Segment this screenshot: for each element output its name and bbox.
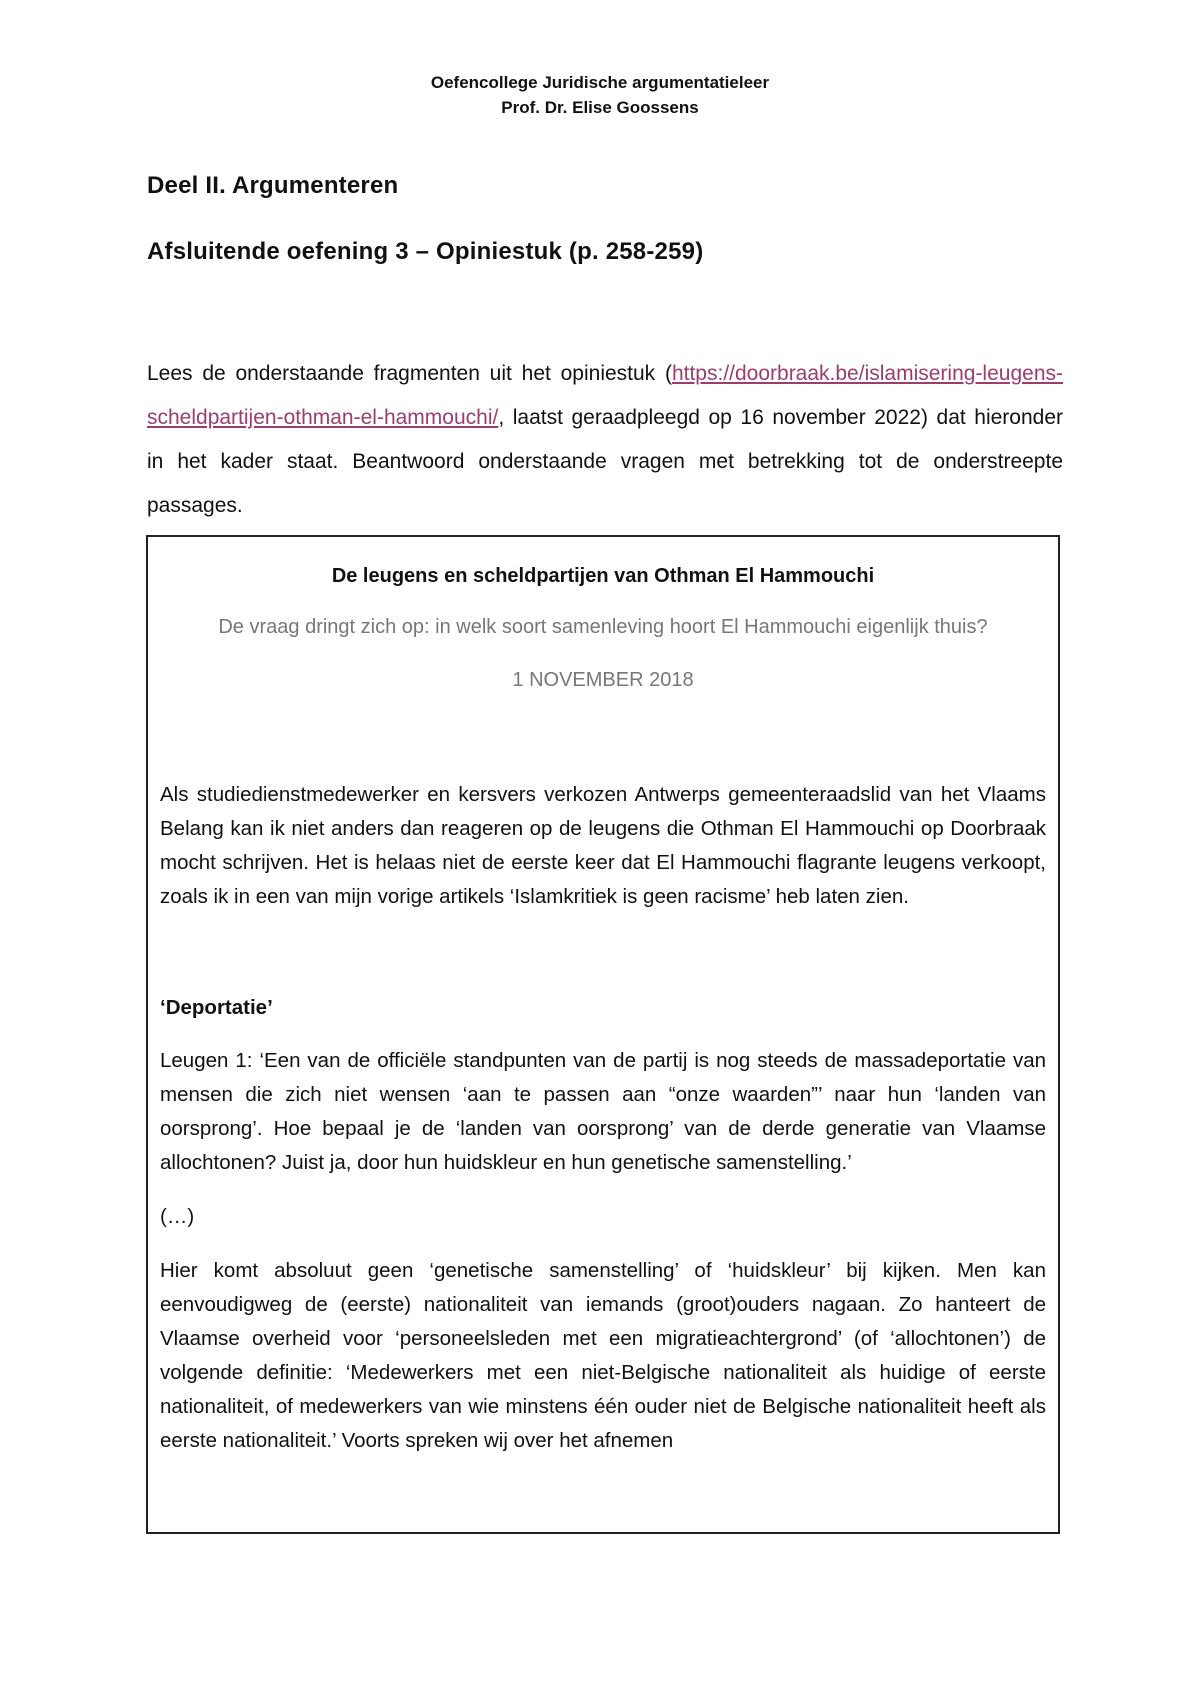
article-link[interactable]: https://doorbraak.be/islamisering-leugens-scheldpartijen-othman-el-hammouchi/ [147,362,1063,429]
article-subtitle: De vraag dringt zich op: in welk soort samenleving hoort El Hammouchi eigenlijk thuis? [218,616,988,638]
article-date: 1 NOVEMBER 2018 [512,669,694,691]
professor-name: Prof. Dr. Elise Goossens [501,98,699,117]
section-heading-deportatie: ‘Deportatie’ [160,996,273,1019]
part-heading: Deel II. Argumenteren [147,172,399,199]
intro-paragraph [147,352,1063,528]
article-box [146,535,1060,1534]
article-paragraph-2: Leugen 1: ‘Een van de officiële standpunten van de partij is nog steeds de massadeportatie van mensen die zich niet wensen ‘aan te passen aan “onze waarden”’ naar hun ‘landen van oorsprong’. Hoe bepaal je de ‘landen van oorsprong’ van de derde generatie van Vlaamse allochtonen? Juist ja, door hun huidskleur en hun genetische samenstelling.’ [160,1049,1046,1174]
intro-text-after-link: , laatst geraadpleegd op 16 november 2022) dat hieronder in het kader staat. Beantwoord onderstaande vragen met betrekking tot de onderstreepte passages. [147,406,1063,517]
article-paragraph-1: Als studiedienstmedewerker en kersvers verkozen Antwerps gemeenteraadslid van het Vlaams Belang kan ik niet anders dan reageren op de leugens die Othman El Hammouchi op Doorbraak mocht schrijven. Het is helaas niet de eerste keer dat El Hammouchi flagrante leugens verkoopt, zoals ik in een van mijn vorige artikels ‘Islamkritiek is geen racisme’ heb laten zien. [160,783,1046,908]
article-ellipsis: (…) [160,1205,195,1228]
course-title: Oefencollege Juridische argumentatieleer [430,73,770,92]
intro-text-before-link: Lees de onderstaande fragmenten uit het opiniestuk ( [147,362,672,385]
exercise-heading: Afsluitende oefening 3 – Opiniestuk (p. 258-259) [147,238,704,265]
document-header [0,70,1200,120]
article-title: De leugens en scheldpartijen van Othman El Hammouchi [331,565,875,587]
article-paragraph-3: Hier komt absoluut geen ‘genetische samenstelling’ of ‘huidskleur’ bij kijken. Men kan eenvoudigweg de (eerste) nationaliteit van iemands (groot)ouders nagaan. Zo hanteert de Vlaamse overheid voor ‘personeelsleden met een migratieachtergrond’ (of ‘allochtonen’) de volgende definitie: ‘Medewerkers met een niet-Belgische nationaliteit als huidige of eerste nationaliteit, of medewerkers van wie minstens één ouder niet de Belgische nationaliteit heeft als eerste nationaliteit.’ Voorts spreken wij over het afnemen [160,1259,1046,1452]
